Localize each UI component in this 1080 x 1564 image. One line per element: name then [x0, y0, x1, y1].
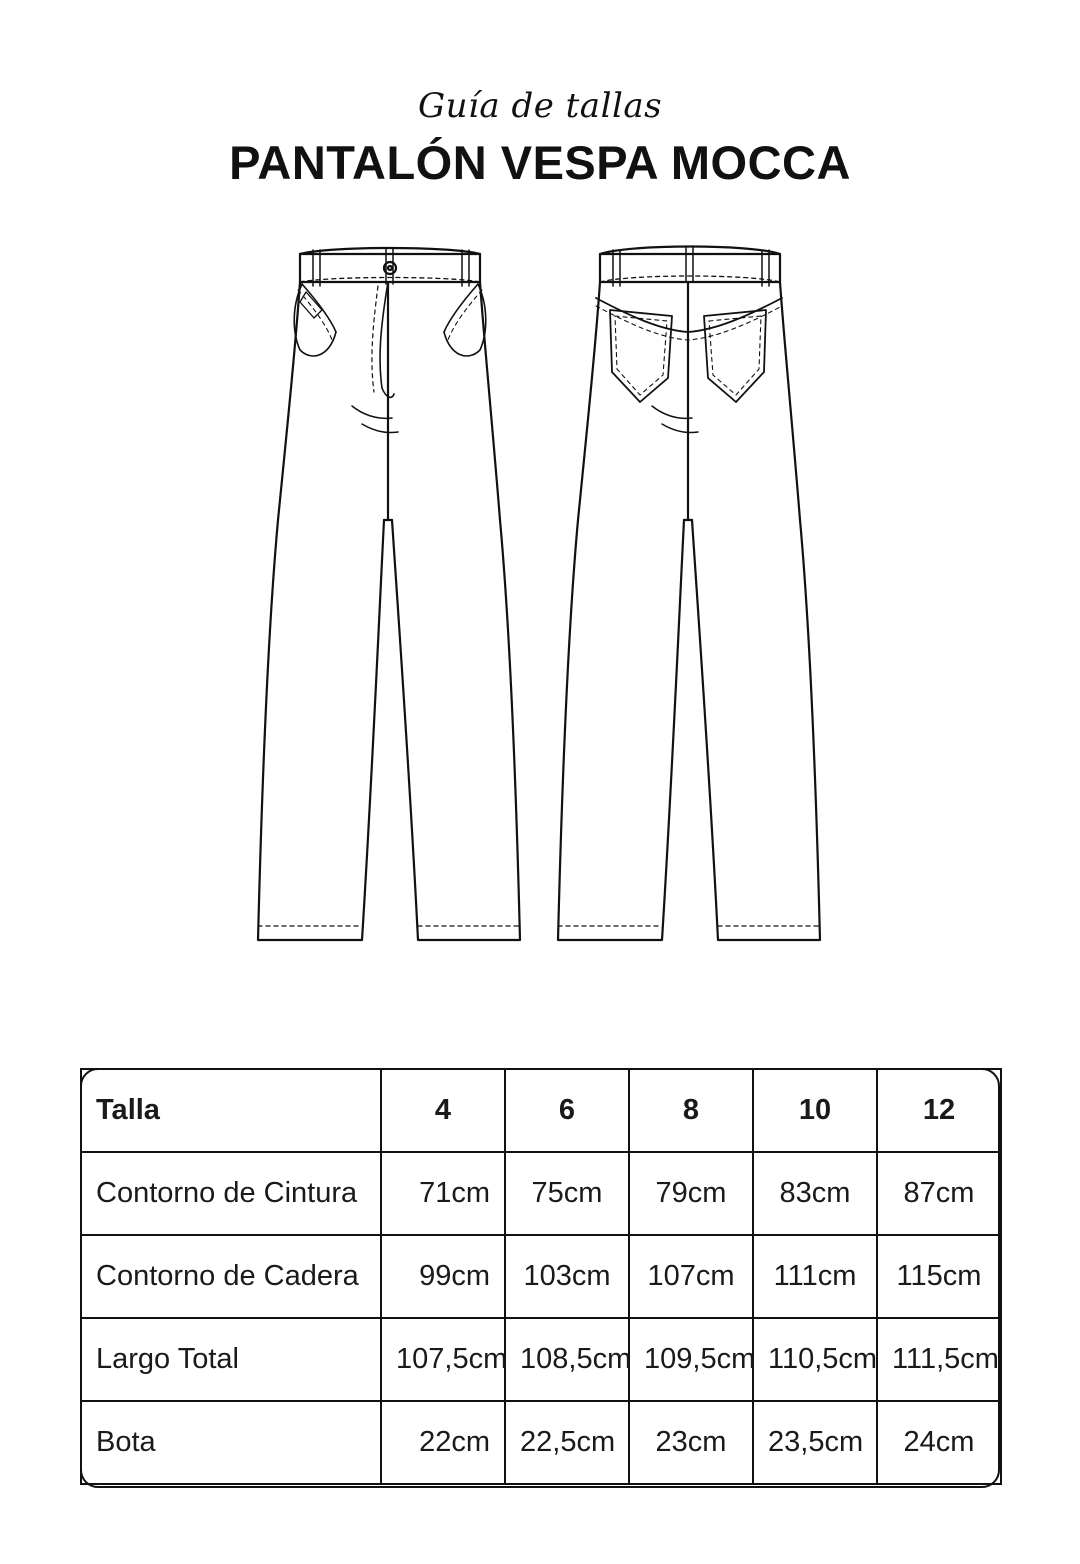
table-header-size-4: 4 — [381, 1069, 505, 1152]
cell-hem-8: 23cm — [629, 1401, 753, 1484]
front-view-pants — [258, 248, 520, 940]
cell-length-12: 111,5cm — [877, 1318, 1001, 1401]
cell-waist-6: 75cm — [505, 1152, 629, 1235]
cell-length-6: 108,5cm — [505, 1318, 629, 1401]
row-label-hip: Contorno de Cadera — [81, 1235, 381, 1318]
row-label-length: Largo Total — [81, 1318, 381, 1401]
table-header-size-6: 6 — [505, 1069, 629, 1152]
cell-waist-8: 79cm — [629, 1152, 753, 1235]
cell-hip-4: 99cm — [381, 1235, 505, 1318]
cell-hip-8: 107cm — [629, 1235, 753, 1318]
cell-hip-12: 115cm — [877, 1235, 1001, 1318]
cell-hip-6: 103cm — [505, 1235, 629, 1318]
cell-waist-12: 87cm — [877, 1152, 1001, 1235]
cell-length-8: 109,5cm — [629, 1318, 753, 1401]
size-table — [80, 1068, 1002, 1485]
cell-length-10: 110,5cm — [753, 1318, 877, 1401]
cell-hip-10: 111cm — [753, 1235, 877, 1318]
size-table-container — [80, 1068, 1000, 1488]
script-subtitle: Guía de tallas — [417, 86, 663, 126]
cell-hem-4: 22cm — [381, 1401, 505, 1484]
table-row — [81, 1152, 1001, 1235]
table-header-size-8: 8 — [629, 1069, 753, 1152]
cell-hem-10: 23,5cm — [753, 1401, 877, 1484]
cell-waist-10: 83cm — [753, 1152, 877, 1235]
back-view-pants — [558, 246, 820, 940]
row-label-waist: Contorno de Cintura — [81, 1152, 381, 1235]
garment-illustration — [0, 220, 1080, 980]
table-row — [81, 1318, 1001, 1401]
table-header-label: Talla — [81, 1069, 381, 1152]
cell-hem-6: 22,5cm — [505, 1401, 629, 1484]
table-row — [81, 1401, 1001, 1484]
cell-length-4: 107,5cm — [381, 1318, 505, 1401]
table-row — [81, 1235, 1001, 1318]
page-title: PANTALÓN VESPA MOCCA — [229, 136, 851, 190]
table-header-size-10: 10 — [753, 1069, 877, 1152]
table-header-size-12: 12 — [877, 1069, 1001, 1152]
table-header-row — [81, 1069, 1001, 1152]
cell-waist-4: 71cm — [381, 1152, 505, 1235]
cell-hem-12: 24cm — [903, 1426, 975, 1458]
page-header — [0, 88, 1080, 190]
row-label-hem: Bota — [81, 1401, 381, 1484]
